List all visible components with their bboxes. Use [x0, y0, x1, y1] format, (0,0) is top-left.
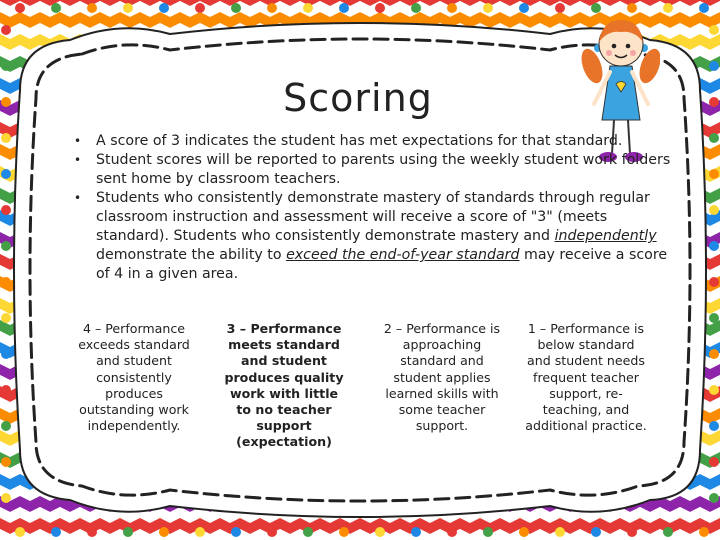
level-4-description: 4 – Performance exceeds standard and student consistently produces outstanding work independently.	[78, 321, 190, 434]
bullet-text: Student scores will be reported to parents using the weekly student work folders sent home by classroom teachers.	[96, 152, 671, 187]
level-2-description: 2 – Performance is approaching standard and student applies learned skills with some teacher support.	[383, 321, 501, 434]
bullet-text: demonstrate the ability to	[96, 247, 287, 263]
slide-title: Scoring	[283, 76, 433, 120]
bullet-dot-icon: •	[74, 153, 82, 167]
bullet-text: may receive a score of 4 in a given area.	[96, 247, 668, 282]
emphasis-text: independently	[554, 228, 657, 244]
level-1-description: 1 – Performance is below standard and student needs frequent teacher support, re-teaching, and additional practice.	[525, 321, 647, 434]
bullet-dot-icon: •	[74, 191, 82, 205]
bullet-text: A score of 3 indicates the student has met expectations for that standard.	[96, 133, 623, 149]
bullet-item-3	[74, 189, 674, 284]
bullet-list	[74, 132, 674, 284]
bullet-item-1	[74, 132, 674, 151]
bullet-text: Students who consistently demonstrate mastery of standards through regular classroom instruction and assessment will receive a score of "3" (meets standard). Students who consistently demonstrate mastery and	[96, 190, 650, 244]
emphasis-text: exceed the end-of-year standard	[286, 247, 520, 263]
level-3-description: 3 – Performance meets standard and student produces quality work with little to no teacher support (expectation)	[224, 321, 344, 450]
bullet-item-2	[74, 151, 674, 189]
bullet-dot-icon: •	[74, 134, 82, 148]
